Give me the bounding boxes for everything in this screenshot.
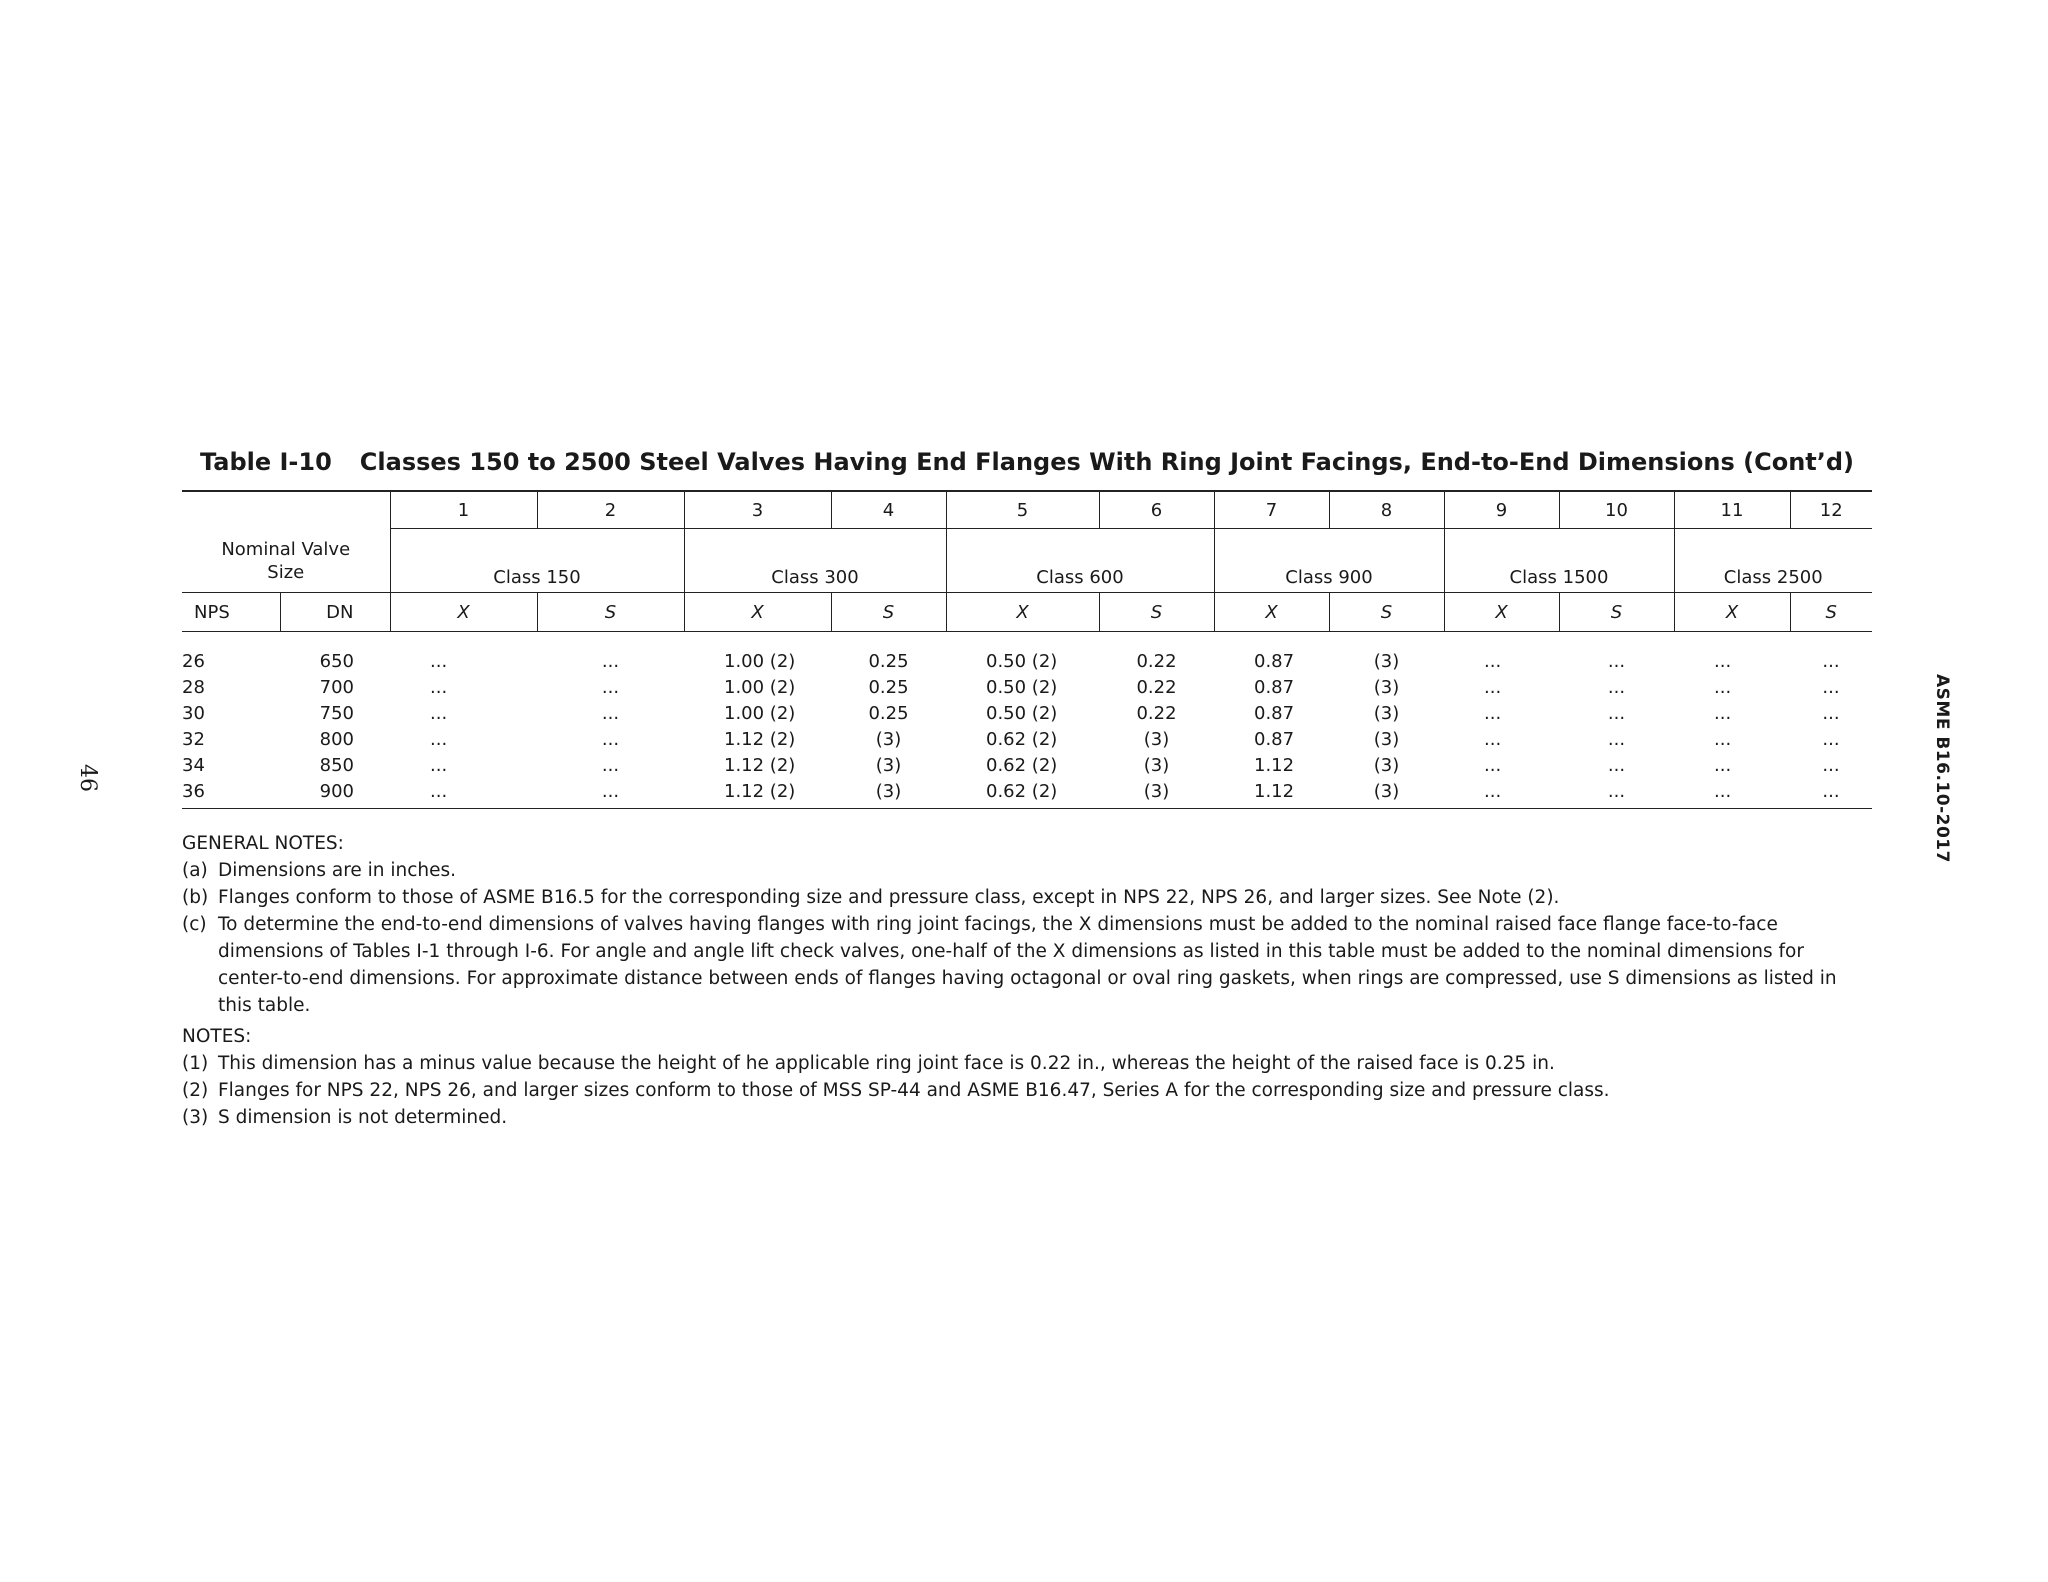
x-value-cell: 1.12 (2) <box>684 778 831 809</box>
s-value-cell: ... <box>1607 650 1626 672</box>
x-value-cell: 0.50 (2) <box>986 676 1058 698</box>
x-value-cell: ... <box>430 754 448 776</box>
s-value-cell: (3) <box>1143 728 1170 750</box>
s-value-cell: ... <box>1607 676 1626 698</box>
table-row <box>182 700 1872 726</box>
x-header: X <box>1444 593 1559 632</box>
table-row <box>182 674 1872 700</box>
note-item <box>182 1050 1872 1077</box>
table-caption: Classes 150 to 2500 Steel Valves Having End Flanges With Ring Joint Facings, End-to-End Dimensions (Cont’d) <box>359 448 1855 476</box>
s-value-cell: (3) <box>831 778 946 809</box>
table-row <box>182 778 1872 809</box>
s-header: S <box>1790 593 1872 632</box>
column-number: 4 <box>831 491 946 529</box>
s-value-cell: (3) <box>875 754 902 776</box>
s-value-cell: ... <box>601 650 620 672</box>
dn-cell: 800 <box>319 728 354 750</box>
s-value-cell: ... <box>1607 728 1626 750</box>
s-value-cell: 0.22 <box>1136 676 1177 698</box>
note-label: (c) <box>182 914 207 935</box>
s-value-cell: ... <box>1822 702 1840 724</box>
note-label: (b) <box>182 887 209 908</box>
x-value-cell: ... <box>430 702 448 724</box>
x-value-cell: 0.87 <box>1254 728 1295 750</box>
x-header: X <box>1214 593 1329 632</box>
x-value-cell: ... <box>1714 650 1732 672</box>
x-value-cell: 1.00 (2) <box>724 702 796 724</box>
dn-cell: 850 <box>319 754 354 776</box>
nps-cell: 28 <box>182 676 205 698</box>
column-number: 10 <box>1559 491 1674 529</box>
table-body <box>182 632 1872 809</box>
x-value-cell: 1.12 (2) <box>724 728 796 750</box>
column-number: 2 <box>537 491 684 529</box>
column-number: 3 <box>684 491 831 529</box>
x-value-cell: 1.00 (2) <box>724 676 796 698</box>
s-value-cell: (3) <box>1329 778 1444 809</box>
x-value-cell: 0.62 (2) <box>986 754 1058 776</box>
table-row <box>182 726 1872 752</box>
s-value-cell: ... <box>1607 702 1626 724</box>
x-value-cell: ... <box>1484 676 1502 698</box>
x-header: X <box>1674 593 1790 632</box>
column-number: 9 <box>1444 491 1559 529</box>
column-number: 5 <box>946 491 1099 529</box>
s-value-cell: (3) <box>1373 728 1400 750</box>
x-value-cell: ... <box>1484 754 1502 776</box>
s-value-cell: (3) <box>1099 778 1214 809</box>
note-label: (1) <box>182 1053 209 1074</box>
x-header: X <box>946 593 1099 632</box>
s-value-cell: ... <box>1822 676 1840 698</box>
column-number: 12 <box>1790 491 1872 529</box>
class-150-header: Class 150 <box>390 529 684 593</box>
s-value-cell: ... <box>601 754 620 776</box>
dn-cell: 900 <box>280 778 390 809</box>
s-header: S <box>1559 593 1674 632</box>
general-note-item <box>182 911 1872 1019</box>
class-300-header: Class 300 <box>684 529 946 593</box>
dn-cell: 700 <box>319 676 354 698</box>
s-header: S <box>537 593 684 632</box>
x-value-cell: 1.12 (2) <box>724 754 796 776</box>
symbol-header-row <box>182 593 1872 632</box>
s-value-cell: (3) <box>1143 754 1170 776</box>
x-value-cell: ... <box>1674 778 1790 809</box>
column-number: 7 <box>1214 491 1329 529</box>
x-value-cell: ... <box>1714 702 1732 724</box>
general-note-item <box>182 884 1872 911</box>
nps-header: NPS <box>182 593 280 632</box>
note-text: S dimension is not determined. <box>218 1107 508 1128</box>
dn-cell: 650 <box>319 650 354 672</box>
s-value-cell: ... <box>601 728 620 750</box>
x-value-cell: 1.12 <box>1254 754 1295 776</box>
x-value-cell: 1.12 <box>1214 778 1329 809</box>
s-header: S <box>1099 593 1214 632</box>
note-text: Dimensions are in inches. <box>218 860 457 881</box>
x-header: X <box>390 593 537 632</box>
x-value-cell: 0.50 (2) <box>986 702 1058 724</box>
class-1500-header: Class 1500 <box>1444 529 1674 593</box>
note-label: (a) <box>182 860 208 881</box>
nps-cell: 36 <box>182 778 280 809</box>
column-number-row <box>182 491 1872 529</box>
x-value-cell: 0.87 <box>1254 702 1295 724</box>
class-header-row <box>182 529 1872 593</box>
table-number: Table I-10 <box>199 448 332 476</box>
table-title <box>182 448 1872 476</box>
x-value-cell: 0.62 (2) <box>946 778 1099 809</box>
s-value-cell: ... <box>537 778 684 809</box>
note-text: This dimension has a minus value because the height of he applicable ring joint face is 0.22 in., whereas the height of the raised face is 0.25 in. <box>218 1053 1555 1074</box>
note-label: (2) <box>182 1080 209 1101</box>
s-value-cell: ... <box>1822 754 1840 776</box>
x-value-cell: ... <box>430 676 448 698</box>
notes-list <box>182 1050 1872 1131</box>
s-value-cell: 0.22 <box>1136 702 1177 724</box>
class-900-header: Class 900 <box>1214 529 1444 593</box>
s-value-cell: ... <box>1559 778 1674 809</box>
s-value-cell: (3) <box>1373 650 1400 672</box>
note-text: Flanges conform to those of ASME B16.5 for the corresponding size and pressure class, except in NPS 22, NPS 26, and larger sizes. See Note (2). <box>218 887 1560 908</box>
s-value-cell: (3) <box>875 728 902 750</box>
class-2500-header: Class 2500 <box>1674 529 1872 593</box>
s-value-cell: 0.22 <box>1136 650 1177 672</box>
note-label: (3) <box>182 1107 209 1128</box>
column-number: 6 <box>1099 491 1214 529</box>
column-number: 1 <box>390 491 537 529</box>
x-value-cell: 0.62 (2) <box>986 728 1058 750</box>
note-item <box>182 1077 1872 1104</box>
s-value-cell: ... <box>601 676 620 698</box>
x-value-cell: ... <box>1714 754 1732 776</box>
nominal-valve-size-header: Nominal Valve Size <box>221 538 351 583</box>
x-value-cell: ... <box>430 650 448 672</box>
x-value-cell: ... <box>390 778 537 809</box>
class-600-header: Class 600 <box>946 529 1214 593</box>
dn-cell: 750 <box>319 702 354 724</box>
x-value-cell: ... <box>1444 778 1559 809</box>
note-item <box>182 1104 1872 1131</box>
s-header: S <box>831 593 946 632</box>
nps-cell: 32 <box>182 728 205 750</box>
x-value-cell: ... <box>430 728 448 750</box>
x-value-cell: ... <box>1484 650 1502 672</box>
notes-section <box>182 830 1872 1131</box>
column-number: 8 <box>1329 491 1444 529</box>
s-value-cell: (3) <box>1373 676 1400 698</box>
x-value-cell: 0.87 <box>1254 676 1295 698</box>
nps-cell: 34 <box>182 754 205 776</box>
note-text: To determine the end-to-end dimensions of valves having flanges with ring joint facings, the X dimensions must be added to the nominal raised face flange face-to-face dimensions of Tables I-1 through I-6. For angle and angle lift check valves, one-half of the X dimensions as listed in this table must be added to the nominal dimensions for center-to-end dimensions. For approximate distance between ends of flanges having octagonal or oval ring gaskets, when rings are compressed, use S dimensions as listed in this table. <box>218 914 1837 1016</box>
general-note-item <box>182 857 1872 884</box>
s-value-cell: (3) <box>1373 754 1400 776</box>
blank-header-cell <box>182 491 390 529</box>
x-value-cell: ... <box>1484 702 1502 724</box>
s-value-cell: ... <box>601 702 620 724</box>
standard-label: ASME B16.10-2017 <box>1932 674 1952 863</box>
nps-cell: 26 <box>182 650 205 672</box>
table-row <box>182 752 1872 778</box>
s-value-cell: (3) <box>1373 702 1400 724</box>
s-value-cell: ... <box>1607 754 1626 776</box>
dimensions-table <box>182 490 1872 809</box>
notes-heading: NOTES: <box>182 1026 252 1047</box>
s-value-cell: ... <box>1822 728 1840 750</box>
x-value-cell: 1.00 (2) <box>724 650 796 672</box>
x-value-cell: ... <box>1714 728 1732 750</box>
s-value-cell: ... <box>1822 650 1840 672</box>
x-value-cell: ... <box>1714 676 1732 698</box>
s-value-cell: 0.25 <box>868 702 909 724</box>
nps-cell: 30 <box>182 702 205 724</box>
x-value-cell: 0.50 (2) <box>986 650 1058 672</box>
table-row <box>182 632 1872 675</box>
column-number: 11 <box>1674 491 1790 529</box>
general-notes-heading: GENERAL NOTES: <box>182 833 344 854</box>
s-value-cell: ... <box>1790 778 1872 809</box>
x-header: X <box>684 593 831 632</box>
x-value-cell: 0.87 <box>1254 650 1295 672</box>
page-number: 46 <box>75 764 100 792</box>
note-text: Flanges for NPS 22, NPS 26, and larger sizes conform to those of MSS SP-44 and ASME B16.47, Series A for the corresponding size and pressure class. <box>218 1080 1610 1101</box>
s-value-cell: 0.25 <box>868 676 909 698</box>
dn-header: DN <box>280 593 390 632</box>
general-notes-list <box>182 857 1872 1019</box>
s-header: S <box>1329 593 1444 632</box>
s-value-cell: 0.25 <box>868 650 909 672</box>
x-value-cell: ... <box>1484 728 1502 750</box>
